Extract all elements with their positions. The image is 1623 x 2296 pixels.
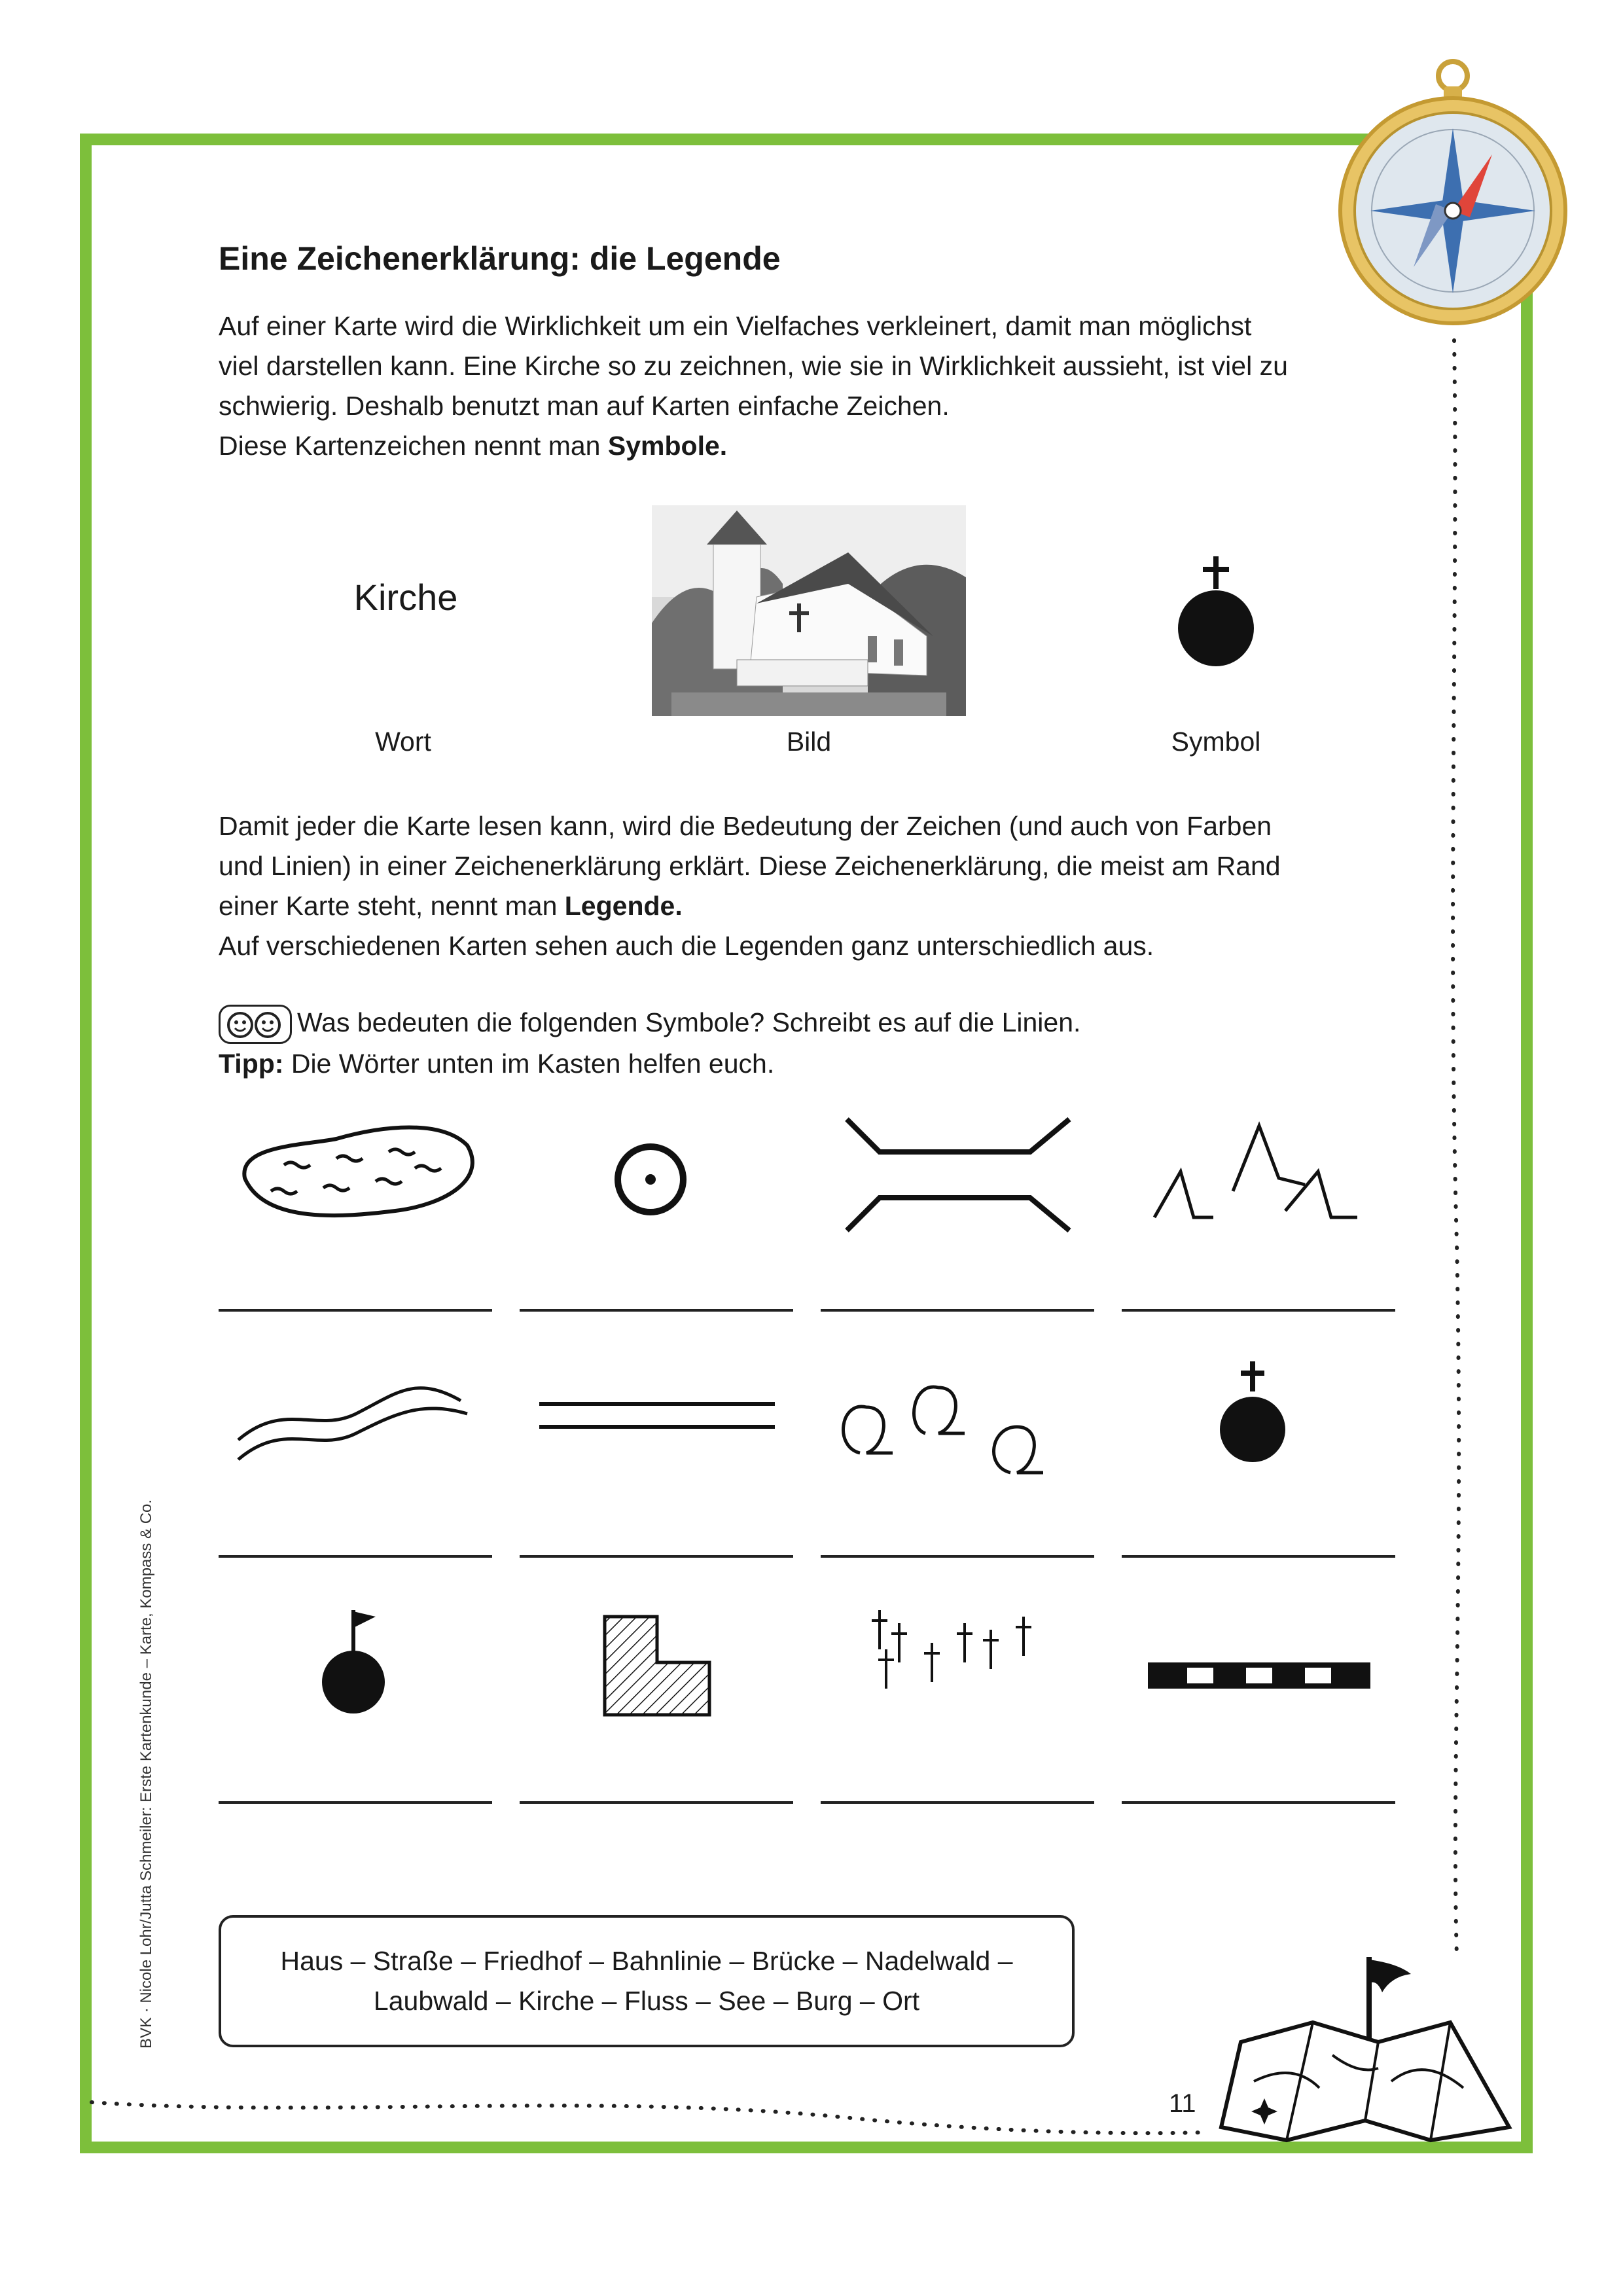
castle-symbol [225,1597,487,1741]
river-symbol [225,1348,487,1492]
answer-line-7[interactable] [821,1555,1094,1558]
cemetery-symbol [821,1597,1082,1741]
lake-symbol [225,1106,487,1250]
legend-line-2: und Linien) in einer Zeichenerklärung erklärt. Diese Zeichenerklärung, die meist am Rand [219,851,1281,881]
legend-line-4: Auf verschiedenen Karten sehen auch die Legenden ganz unterschiedlich aus. [219,931,1154,961]
answer-line-10[interactable] [520,1801,793,1804]
answer-line-8[interactable] [1122,1555,1395,1558]
answer-line-9[interactable] [219,1801,492,1804]
task-tip: Tipp: Die Wörter unten im Kasten helfen euch. [219,1049,775,1079]
deciduous-forest-symbol [821,1348,1082,1492]
church-symbol-example [1171,550,1263,681]
intro-line-2: viel darstellen kann. Eine Kirche so zu zeichnen, wie sie in Wirklichkeit aussieht, ist viel zu [219,351,1288,381]
page-title: Eine Zeichenerklärung: die Legende [219,240,781,277]
page-number: 11 [1169,2089,1196,2118]
word-box [219,1915,1075,2047]
partner-work-icon [219,1005,292,1044]
answer-line-4[interactable] [1122,1309,1395,1312]
caption-symbol: Symbol [1171,726,1261,757]
answer-line-2[interactable] [520,1309,793,1312]
word-box-line-1: Haus – Straße – Friedhof – Bahnlinie – Brücke – Nadelwald – [280,1946,1013,1976]
church-photo [652,505,966,716]
intro-line-1: Auf einer Karte wird die Wirklichkeit um ein Vielfaches verkleinert, damit man möglichst [219,311,1252,341]
intro-paragraph [219,306,1410,466]
legend-line-3: einer Karte steht, nennt man Legende. [219,891,683,921]
coniferous-forest-symbol [1122,1106,1383,1250]
compass-icon [1315,56,1590,331]
task-question-row [219,1003,1080,1044]
answer-line-5[interactable] [219,1555,492,1558]
road-symbol [526,1348,788,1492]
house-symbol [526,1597,788,1741]
map-flag-icon [1215,1950,1516,2147]
answer-line-6[interactable] [520,1555,793,1558]
legend-line-1: Damit jeder die Karte lesen kann, wird die Bedeutung der Zeichen (und auch von Farben [219,811,1272,841]
railway-symbol [1122,1597,1383,1741]
answer-line-3[interactable] [821,1309,1094,1312]
task-block [219,1003,1080,1084]
intro-line-3: schwierig. Deshalb benutzt man auf Karten einfache Zeichen. [219,391,950,421]
answer-line-12[interactable] [1122,1801,1395,1804]
caption-word: Wort [375,726,431,757]
example-word: Kirche [353,577,458,618]
answer-line-11[interactable] [821,1801,1094,1804]
caption-image: Bild [786,726,832,757]
task-question: Was bedeuten die folgenden Symbole? Schreibt es auf die Linien. [297,1007,1081,1037]
answer-line-1[interactable] [219,1309,492,1312]
bridge-symbol [821,1106,1082,1250]
place-symbol [520,1106,781,1250]
legend-paragraph [219,806,1410,966]
intro-line-4: Diese Kartenzeichen nennt man Symbole. [219,431,728,461]
church-symbol [1122,1348,1383,1492]
word-box-line-2: Laubwald – Kirche – Fluss – See – Burg – Ort [373,1986,920,2016]
copyright-credit: BVK · Nicole Lohr/Jutta Schmeiler: Erste Kartenkunde – Karte, Kompass & Co. [137,1499,155,2049]
